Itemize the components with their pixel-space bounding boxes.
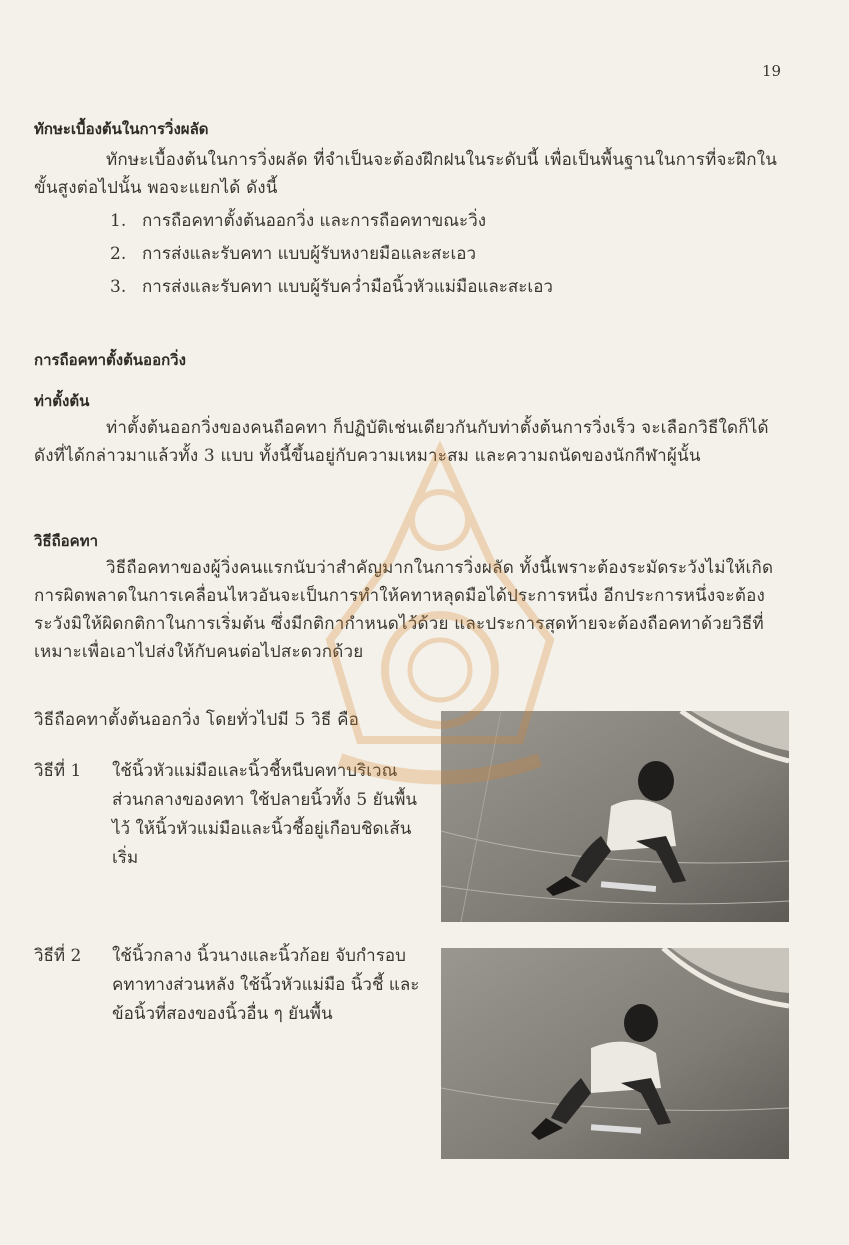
method-text: ใช้นิ้วหัวแม่มือและนิ้วชี้หนีบคทาบริเวณส่วนกลางของคทา ใช้ปลายนิ้วทั้ง 5 ยันพื้นไว้ ให้นิ้วหัวแม่มือและนิ้วชี้อยู่เกือบชิดเส้นเริ่ม bbox=[112, 761, 418, 868]
list-item: 3. การส่งและรับคทา แบบผู้รับคว่ำมือนิ้วหัวแม่มือและสะเอว bbox=[110, 277, 553, 297]
photo-method-1 bbox=[441, 711, 789, 922]
page-number: 19 bbox=[762, 62, 782, 80]
method-label: วิธีที่ 2 bbox=[34, 946, 82, 966]
baton-grip-paragraph: วิธีถือคทาของผู้วิ่งคนแรกนับว่าสำคัญมากในการวิ่งผลัด ทั้งนี้เพราะต้องระมัดระวังไม่ให้เกิดการผิดพลาดในการเคลื่อนไหวอันจะเป็นการทำให้คทาหลุดมือได้ประการหนึ่ง อีกประการหนึ่งจะต้องระวังมิให้ผิดกติกาในการเริ่มต้น ซึ่งมีกติกากำหนดไว้ด้วย และประการสุดท้ายจะต้องถือคทาด้วยวิธีที่เหมาะเพื่อเอาไปส่งให้กับคนต่อไปสะดวกด้วย bbox=[34, 558, 774, 662]
skills-list bbox=[110, 205, 553, 304]
photo-method-2 bbox=[441, 948, 789, 1159]
subheading-start-position: ท่าตั้งต้น bbox=[34, 392, 90, 410]
list-item: 2. การส่งและรับคทา แบบผู้รับหงายมือและสะเอว bbox=[110, 244, 477, 264]
methods-intro: วิธีถือคทาตั้งต้นออกวิ่ง โดยทั่วไปมี 5 วิธี คือ bbox=[34, 710, 360, 730]
method-2 bbox=[34, 942, 434, 1062]
subheading-baton-grip: วิธีถือคทา bbox=[34, 532, 99, 550]
section-heading-relay-skills: ทักษะเบื้องต้นในการวิ่งผลัด bbox=[34, 120, 209, 138]
method-label: วิธีที่ 1 bbox=[34, 761, 82, 781]
method-1 bbox=[34, 757, 434, 877]
section-heading-baton-start: การถือคทาตั้งต้นออกวิ่ง bbox=[34, 351, 186, 369]
start-position-paragraph: ท่าตั้งต้นออกวิ่งของคนถือคทา ก็ปฏิบัติเช่นเดียวกันกับท่าตั้งต้นการวิ่งเร็ว จะเลือกวิธีใดก็ได้ ดังที่ได้กล่าวมาแล้วทั้ง 3 แบบ ทั้งนี้ขึ้นอยู่กับความเหมาะสม และความถนัดของนักกีฬาผู้นั้น bbox=[34, 418, 769, 466]
intro-paragraph: ทักษะเบื้องต้นในการวิ่งผลัด ที่จำเป็นจะต้องฝึกฝนในระดับนี้ เพื่อเป็นพื้นฐานในการที่จะฝึกในขั้นสูงต่อไปนั้น พอจะแยกได้ ดังนี้ bbox=[34, 150, 778, 198]
method-text: ใช้นิ้วกลาง นิ้วนางและนิ้วก้อย จับกำรอบคทาทางส่วนหลัง ใช้นิ้วหัวแม่มือ นิ้วชี้ และข้อนิ้วที่สองของนิ้วอื่น ๆ ยันพื้น bbox=[112, 946, 420, 1024]
list-item: 1. การถือคทาตั้งต้นออกวิ่ง และการถือคทาขณะวิ่ง bbox=[110, 211, 487, 231]
